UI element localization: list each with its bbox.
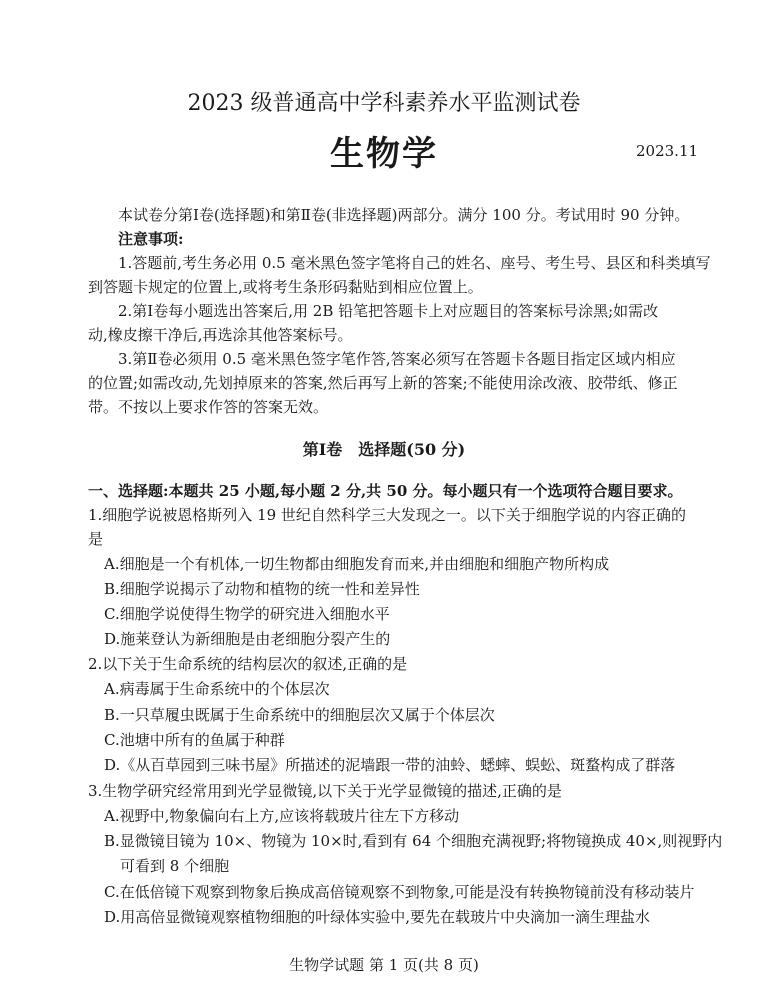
question-stem: 1.细胞学说被恩格斯列入 19 世纪自然科学三大发现之一。以下关于细胞学说的内容正确的 (88, 506, 686, 524)
answer-option: B.显微镜目镜为 10×、物镜为 10×时,看到有 64 个细胞充满视野;将物镜换成 40×,则视野内 (104, 832, 723, 850)
section-title: 第Ⅰ卷 选择题(50 分) (302, 440, 466, 459)
notice-line: 3.第Ⅱ卷必须用 0.5 毫米黑色签字笔作答,答案必须写在答题卡各题目指定区域内相应 (118, 350, 676, 368)
notice-line: 动,橡皮擦干净后,再选涂其他答案标号。 (88, 326, 353, 344)
question-stem: 2.以下关于生命系统的结构层次的叙述,正确的是 (88, 655, 408, 673)
page-footer: 生物学试题 第 1 页(共 8 页) (289, 956, 479, 974)
section-instruction: 一、选择题:本题共 25 小题,每小题 2 分,共 50 分。每小题只有一个选项符合题目要求。 (88, 482, 683, 500)
notice-line: 带。不按以上要求作答的答案无效。 (88, 398, 329, 416)
intro-line: 本试卷分第Ⅰ卷(选择题)和第Ⅱ卷(非选择题)两部分。满分 100 分。考试用时 90 分钟。 (118, 206, 690, 224)
answer-option: D.《从百草园到三味书屋》所描述的泥墙跟一带的油蛉、蟋蟀、蜈蚣、斑蝥构成了群落 (104, 756, 676, 774)
answer-option: A.病毒属于生命系统中的个体层次 (104, 680, 330, 698)
answer-option: B.细胞学说揭示了动物和植物的统一性和差异性 (104, 580, 420, 598)
subject-title: 生物学 (330, 134, 438, 174)
answer-option: D.施莱登认为新细胞是由老细胞分裂产生的 (104, 630, 391, 648)
answer-option: C.在低倍镜下观察到物象后换成高倍镜观察不到物象,可能是没有转换物镜前没有移动装片 (104, 883, 695, 901)
exam-date: 2023.11 (636, 142, 699, 160)
answer-option: D.用高倍显微镜观察植物细胞的叶绿体实验中,要先在载玻片中央滴加一滴生理盐水 (104, 908, 651, 926)
answer-option: A.细胞是一个有机体,一切生物都由细胞发育而来,并由细胞和细胞产物所构成 (104, 555, 610, 573)
answer-option: C.池塘中所有的鱼属于种群 (104, 731, 285, 749)
question-stem: 是 (88, 530, 104, 548)
exam-title: 2023 级普通高中学科素养水平监测试卷 (187, 91, 581, 116)
notice-line: 到答题卡规定的位置上,或将考生条形码黏贴到相应位置上。 (88, 278, 483, 296)
notice-line: 的位置;如需改动,先划掉原来的答案,然后再写上新的答案;不能使用涂改液、胶带纸、修正 (88, 374, 678, 392)
answer-option: B.一只草履虫既属于生命系统中的细胞层次又属于个体层次 (104, 706, 495, 724)
notice-heading: 注意事项: (118, 230, 184, 248)
answer-option: C.细胞学说使得生物学的研究进入细胞水平 (104, 605, 390, 623)
question-stem: 3.生物学研究经常用到光学显微镜,以下关于光学显微镜的描述,正确的是 (88, 782, 562, 800)
notice-line: 1.答题前,考生务必用 0.5 毫米黑色签字笔将自己的姓名、座号、考生号、县区和科类填写 (118, 254, 711, 272)
notice-line: 2.第Ⅰ卷每小题选出答案后,用 2B 铅笔把答题卡上对应题目的答案标号涂黑;如需改 (118, 302, 659, 320)
answer-option-continued: 可看到 8 个细胞 (120, 857, 230, 875)
answer-option: A.视野中,物象偏向右上方,应该将载玻片往左下方移动 (104, 807, 460, 825)
